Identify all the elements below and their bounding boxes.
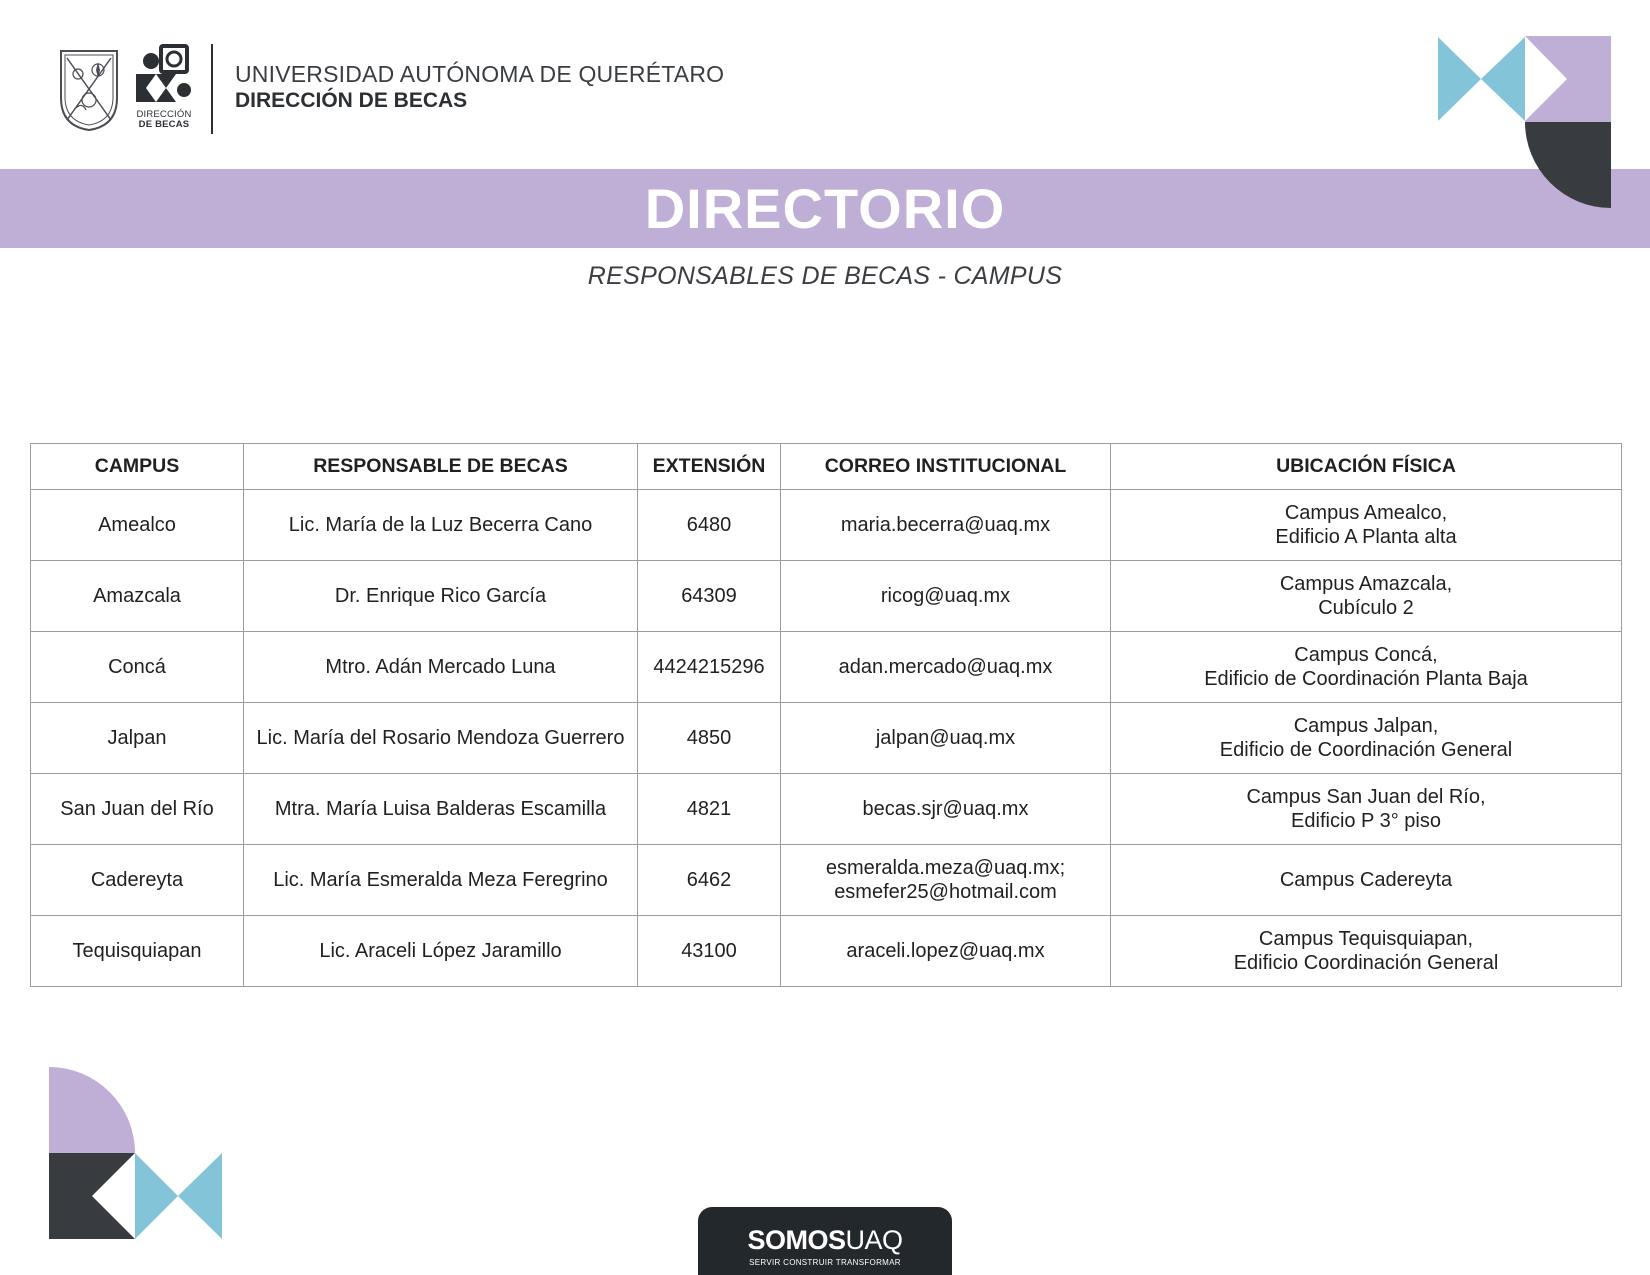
cell-responsable: Mtra. María Luisa Balderas Escamilla [244,774,638,845]
table-row [31,490,1622,561]
table-row [31,703,1622,774]
column-header-campus: CAMPUS [31,444,244,490]
cell-responsable: Lic. María Esmeralda Meza Feregrino [244,845,638,916]
university-shield-icon [58,48,120,132]
column-header-responsable: RESPONSABLE DE BECAS [244,444,638,490]
cell-extension: 6462 [638,845,781,916]
location-line: Cubículo 2 [1318,597,1414,619]
cell-campus: Amealco [31,490,244,561]
location-line: Edificio de Coordinación General [1219,739,1513,761]
cell-campus: Jalpan [31,703,244,774]
table-row [31,561,1622,632]
cell-correo [781,561,1111,632]
cell-extension: 4821 [638,774,781,845]
email-link[interactable]: esmefer25@hotmail.com [834,881,1057,903]
location-line: Campus Cadereyta [1279,869,1453,891]
location-line: Campus Amealco, [1284,502,1448,524]
footer-tagline: SERVIR CONSTRUIR TRANSFORMAR [749,1258,901,1267]
table-header-row [31,444,1622,490]
cell-extension: 4424215296 [638,632,781,703]
cell-correo [781,632,1111,703]
cell-responsable: Dr. Enrique Rico García [244,561,638,632]
cell-ubicacion [1111,845,1622,916]
location-line: Edificio Coordinación General [1233,952,1499,974]
column-header-ubicacion: UBICACIÓN FÍSICA [1111,444,1622,490]
university-name: UNIVERSIDAD AUTÓNOMA DE QUERÉTARO [235,61,725,87]
cell-extension: 64309 [638,561,781,632]
cell-ubicacion [1111,490,1622,561]
directory-table [30,443,1622,987]
cell-responsable: Lic. María de la Luz Becerra Cano [244,490,638,561]
location-line: Campus Tequisquiapan, [1258,928,1474,950]
cell-responsable: Lic. María del Rosario Mendoza Guerrero [244,703,638,774]
footer-brand-badge [698,1207,952,1275]
cell-campus: San Juan del Río [31,774,244,845]
location-line: Edificio A Planta alta [1275,526,1457,548]
cell-ubicacion [1111,916,1622,987]
table-row [31,845,1622,916]
cell-correo [781,774,1111,845]
location-line: Campus Jalpan, [1293,715,1439,737]
cell-ubicacion [1111,703,1622,774]
footer-brand [698,1225,952,1256]
location-line: Edificio de Coordinación Planta Baja [1204,668,1528,690]
logo-caption-line1: DIRECCIÓN [136,109,192,120]
email-link[interactable]: ricog@uaq.mx [880,585,1011,607]
email-link[interactable]: becas.sjr@uaq.mx [862,798,1029,820]
location-line: Edificio P 3° piso [1291,810,1441,832]
email-link[interactable]: maria.becerra@uaq.mx [840,514,1051,536]
location-line: Campus Amazcala, [1279,573,1453,595]
email-link[interactable]: esmeralda.meza@uaq.mx; [825,857,1066,879]
table-row [31,632,1622,703]
cell-correo [781,703,1111,774]
location-line: Campus Concá, [1294,644,1438,666]
page-title: DIRECTORIO [644,177,1006,240]
table-row [31,916,1622,987]
column-header-correo: CORREO INSTITUCIONAL [781,444,1111,490]
cell-ubicacion [1111,561,1622,632]
cell-extension: 4850 [638,703,781,774]
cell-extension: 43100 [638,916,781,987]
header-divider [211,44,213,134]
email-link[interactable]: araceli.lopez@uaq.mx [846,940,1045,962]
email-link[interactable]: adan.mercado@uaq.mx [838,656,1053,678]
bottom-left-decoration [48,1066,224,1240]
cell-campus: Tequisquiapan [31,916,244,987]
footer-brand-light: UAQ [845,1225,903,1255]
logo-caption-line2: DE BECAS [138,119,190,130]
table-row [31,774,1622,845]
cell-extension: 6480 [638,490,781,561]
cell-correo [781,916,1111,987]
cell-ubicacion [1111,632,1622,703]
location-line: Campus San Juan del Río, [1246,786,1486,808]
cell-correo [781,845,1111,916]
becas-logo-mark-icon [134,44,194,132]
cell-campus: Amazcala [31,561,244,632]
footer-brand-bold: SOMOS [747,1225,846,1255]
email-link[interactable]: jalpan@uaq.mx [875,727,1016,749]
cell-responsable: Lic. Araceli López Jaramillo [244,916,638,987]
cell-ubicacion [1111,774,1622,845]
page-subtitle: RESPONSABLES DE BECAS - CAMPUS [587,262,1063,290]
column-header-extension: EXTENSIÓN [638,444,781,490]
department-name: DIRECCIÓN DE BECAS [235,89,468,112]
cell-campus: Cadereyta [31,845,244,916]
cell-campus: Concá [31,632,244,703]
cell-responsable: Mtro. Adán Mercado Luna [244,632,638,703]
cell-correo [781,490,1111,561]
